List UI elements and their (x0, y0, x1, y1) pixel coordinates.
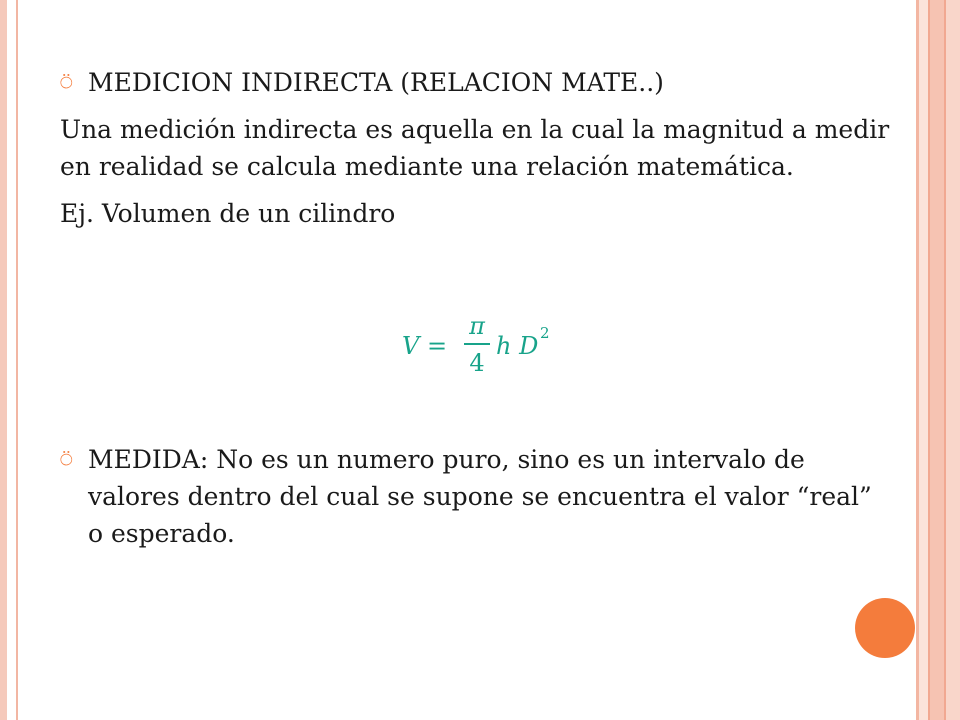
decorative-orange-circle (855, 598, 915, 658)
stripe (919, 0, 928, 720)
bullet-medida (60, 441, 890, 552)
bullet-medida-block (60, 441, 890, 552)
formula-lhs: V = (402, 332, 448, 360)
formula-fraction (464, 312, 490, 377)
right-stripes-decoration (916, 0, 960, 720)
orange-circle-bullet-icon: ⍥ (60, 448, 73, 472)
fraction-bar (464, 343, 490, 345)
formula-rhs: h D (496, 332, 539, 360)
formula-numerator: π (469, 312, 485, 340)
stripe (930, 0, 944, 720)
bullet-heading (60, 64, 890, 101)
medida-text: MEDIDA: No es un numero puro, sino es un intervalo de valores dentro del cual se supone se encuentra el valor “real” o esperado. (88, 445, 872, 548)
slide-content (60, 64, 890, 232)
stripe (946, 0, 960, 720)
formula-exponent: 2 (540, 324, 550, 342)
left-border-decoration (0, 0, 18, 720)
paragraph-example: Ej. Volumen de un cilindro (60, 199, 396, 228)
paragraph-definition: Una medición indirecta es aquella en la cual la magnitud a medir en realidad se calcula mediante una relación matemática. (60, 115, 890, 181)
heading-text: MEDICION INDIRECTA (RELACION MATE..) (88, 68, 664, 97)
orange-circle-bullet-icon: ⍥ (60, 71, 73, 95)
formula-denominator: 4 (469, 349, 485, 377)
